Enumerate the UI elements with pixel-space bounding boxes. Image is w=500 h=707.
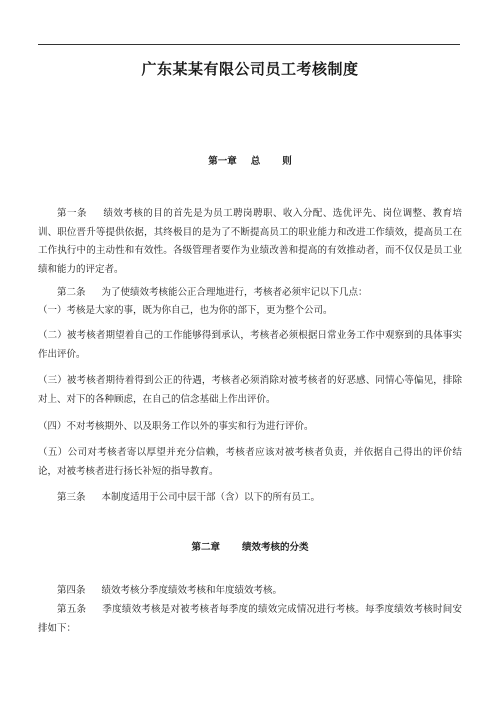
article-5-text: 季度绩效考核是对被考核者每季度的绩效完成情况进行考核。每季度绩效考核时间安排如下： bbox=[38, 604, 462, 634]
header-rule bbox=[38, 44, 460, 45]
article-5-number: 第五条 bbox=[57, 604, 87, 615]
article-4-number: 第四条 bbox=[57, 585, 86, 596]
article-1-number: 第一条 bbox=[57, 208, 87, 219]
article-2-item-1: （一）考核是大家的事，既为你自己，也为你的部下，更为整个公司。 bbox=[38, 305, 333, 316]
chapter-1-title-2: 则 bbox=[282, 156, 292, 167]
article-2-number: 第二条 bbox=[57, 287, 86, 298]
article-2-text: 为了使绩效考核能公正合理地进行，考核者必须牢记以下几点： bbox=[101, 287, 368, 298]
article-3-text: 本制度适用于公司中层干部（含）以下的所有员工。 bbox=[101, 492, 321, 503]
article-4-text: 绩效考核分季度绩效考核和年度绩效考核。 bbox=[101, 585, 283, 596]
article-2-item-2: （二）被考核者期望着自己的工作能够得到承认，考核者必须根据日常业务工作中观察到的具体事实作出评价。 bbox=[38, 330, 462, 360]
article-1-text: 绩效考核的目的首先是为员工聘岗聘职、收入分配、选优评先、岗位调整、教育培训、职位晋升等提供依据，其终极目的是为了不断提高员工的职业能力和改进工作绩效，提高员工在工作执行中的主动性和有效性。各级管理者要作为业绩改善和提高的有效推动者，而不仅仅是员工业绩和能力的评定者。 bbox=[38, 208, 462, 275]
chapter-1-number: 第一章 bbox=[208, 156, 237, 167]
article-2 bbox=[38, 284, 462, 303]
article-3 bbox=[38, 489, 462, 508]
article-3-number: 第三条 bbox=[57, 492, 86, 503]
chapter-2-heading bbox=[0, 539, 500, 553]
document-title: 广东某某有限公司员工考核制度 bbox=[141, 60, 359, 78]
article-4 bbox=[38, 582, 462, 601]
article-1 bbox=[38, 205, 462, 279]
article-2-item-5: （五）公司对考核者寄以厚望并充分信赖，考核者应该对被考核者负责，并依据自己得出的评价结论，对被考核者进行扬长补短的指导教育。 bbox=[38, 447, 462, 477]
chapter-2-number: 第二章 bbox=[191, 542, 220, 553]
chapter-1-heading bbox=[0, 153, 500, 167]
article-2-item-3: （三）被考核者期待着得到公正的待遇，考核者必须消除对被考核者的好恶感、同情心等偏见，排除对上、对下的各种顾虑，在自己的信念基础上作出评价。 bbox=[38, 375, 462, 405]
chapter-1-title: 总 bbox=[250, 156, 261, 167]
chapter-2-title: 绩效考核的分类 bbox=[242, 542, 309, 553]
article-2-item-4: （四）不对考核期外、以及职务工作以外的事实和行为进行评价。 bbox=[38, 421, 314, 432]
article-5 bbox=[38, 601, 462, 638]
